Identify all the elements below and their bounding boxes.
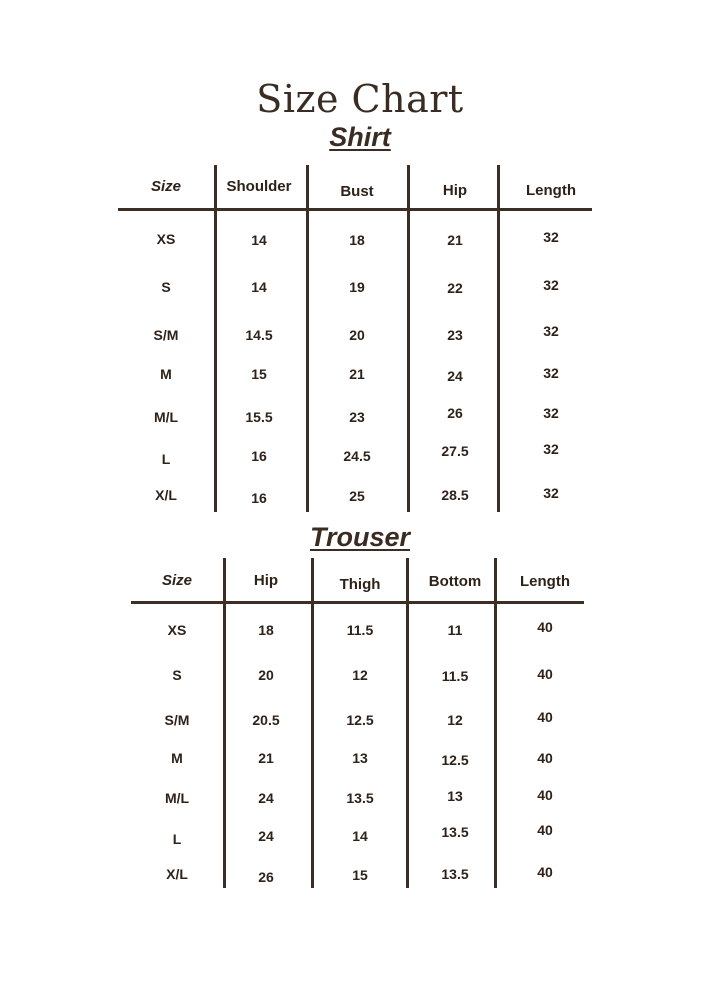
trouser-row-size: X/L	[166, 866, 188, 882]
shirt-table-cell: 24	[447, 368, 463, 384]
trouser-table-cell: 12.5	[346, 712, 374, 728]
shirt-table-cell: 32	[543, 441, 559, 457]
shirt-table-cell: 32	[543, 323, 559, 339]
trouser-table-cell: 26	[258, 869, 274, 885]
trouser-table-cell: 12	[352, 667, 368, 683]
shirt-table-cell: 14	[251, 279, 267, 295]
trouser-table-cell: 18	[258, 622, 274, 638]
trouser-row-size: S/M	[164, 712, 190, 728]
trouser-table-cell: 40	[537, 666, 553, 682]
trouser-row-size: L	[172, 831, 182, 847]
trouser-table-cell: 20	[258, 667, 274, 683]
shirt-table-cell: 23	[349, 409, 365, 425]
trouser-header-hip: Hip	[253, 572, 279, 589]
trouser-table-cell: 11	[447, 622, 463, 638]
shirt-table-cell: 25	[349, 488, 365, 504]
trouser-table-cell: 11.5	[441, 668, 469, 684]
shirt-header-divider	[118, 208, 592, 211]
shirt-table-cell: 14	[251, 232, 267, 248]
shirt-row-size: S/M	[153, 327, 179, 343]
shirt-table-cell: 26	[447, 405, 463, 421]
trouser-table-cell: 12.5	[441, 752, 469, 768]
shirt-column-divider	[497, 165, 500, 512]
shirt-table-cell: 21	[447, 232, 463, 248]
shirt-table-cell: 21	[349, 366, 365, 382]
shirt-table-cell: 22	[447, 280, 463, 296]
shirt-table-cell: 16	[251, 448, 267, 464]
trouser-header-divider	[131, 601, 584, 604]
trouser-table-cell: 40	[537, 864, 553, 880]
shirt-table-cell: 32	[543, 365, 559, 381]
shirt-row-size: M/L	[153, 409, 179, 425]
trouser-row-size: M	[171, 750, 183, 766]
trouser-row-size: XS	[167, 622, 187, 638]
shirt-table-cell: 15.5	[245, 409, 273, 425]
trouser-table-cell: 13.5	[441, 824, 469, 840]
shirt-section-title: Shirt	[329, 122, 391, 152]
shirt-table-cell: 23	[447, 327, 463, 343]
trouser-column-divider	[406, 558, 409, 888]
shirt-table-cell: 32	[543, 229, 559, 245]
trouser-table-cell: 11.5	[346, 622, 374, 638]
trouser-header-bottom: Bottom	[428, 573, 482, 590]
shirt-header-shoulder: Shoulder	[226, 178, 292, 195]
trouser-table-cell: 24	[258, 790, 274, 806]
shirt-row-size: X/L	[155, 487, 177, 503]
shirt-table-cell: 28.5	[441, 487, 469, 503]
shirt-header-bust: Bust	[340, 183, 374, 200]
shirt-table-cell: 15	[251, 366, 267, 382]
trouser-table-cell: 40	[537, 619, 553, 635]
trouser-column-divider	[311, 558, 314, 888]
shirt-header-size: Size	[150, 178, 181, 195]
shirt-header-length: Length	[526, 182, 576, 199]
shirt-column-divider	[407, 165, 410, 512]
shirt-table-cell: 32	[543, 485, 559, 501]
trouser-table-cell: 40	[537, 822, 553, 838]
trouser-table-cell: 12	[447, 712, 463, 728]
trouser-table-cell: 40	[537, 709, 553, 725]
trouser-header-length: Length	[520, 573, 570, 590]
shirt-row-size: L	[161, 451, 171, 467]
shirt-table-cell: 14.5	[245, 327, 273, 343]
shirt-table-cell: 27.5	[441, 443, 469, 459]
shirt-column-divider	[214, 165, 217, 512]
trouser-table-cell: 14	[352, 828, 368, 844]
trouser-table-cell: 40	[537, 787, 553, 803]
shirt-table-cell: 20	[349, 327, 365, 343]
trouser-row-size: S	[172, 667, 182, 683]
trouser-header-thigh: Thigh	[339, 576, 381, 593]
trouser-table-cell: 13.5	[346, 790, 374, 806]
page-title: Size Chart	[256, 77, 464, 122]
shirt-row-size: M	[160, 366, 172, 382]
trouser-table-cell: 40	[537, 750, 553, 766]
trouser-table-cell: 20.5	[252, 712, 280, 728]
shirt-row-size: XS	[156, 231, 176, 247]
shirt-header-hip: Hip	[442, 182, 468, 199]
trouser-table-cell: 15	[352, 867, 368, 883]
shirt-table-cell: 32	[543, 277, 559, 293]
trouser-row-size: M/L	[164, 790, 190, 806]
trouser-table-cell: 13.5	[441, 866, 469, 882]
shirt-table-cell: 19	[349, 279, 365, 295]
trouser-table-cell: 21	[258, 750, 274, 766]
shirt-table-cell: 16	[251, 490, 267, 506]
shirt-table-cell: 18	[349, 232, 365, 248]
shirt-table-cell: 24.5	[343, 448, 371, 464]
shirt-column-divider	[306, 165, 309, 512]
trouser-header-size: Size	[161, 572, 192, 589]
trouser-table-cell: 13	[447, 788, 463, 804]
trouser-section-title: Trouser	[309, 522, 411, 552]
trouser-table-cell: 24	[258, 828, 274, 844]
shirt-row-size: S	[161, 279, 171, 295]
shirt-table-cell: 32	[543, 405, 559, 421]
trouser-table-cell: 13	[352, 750, 368, 766]
